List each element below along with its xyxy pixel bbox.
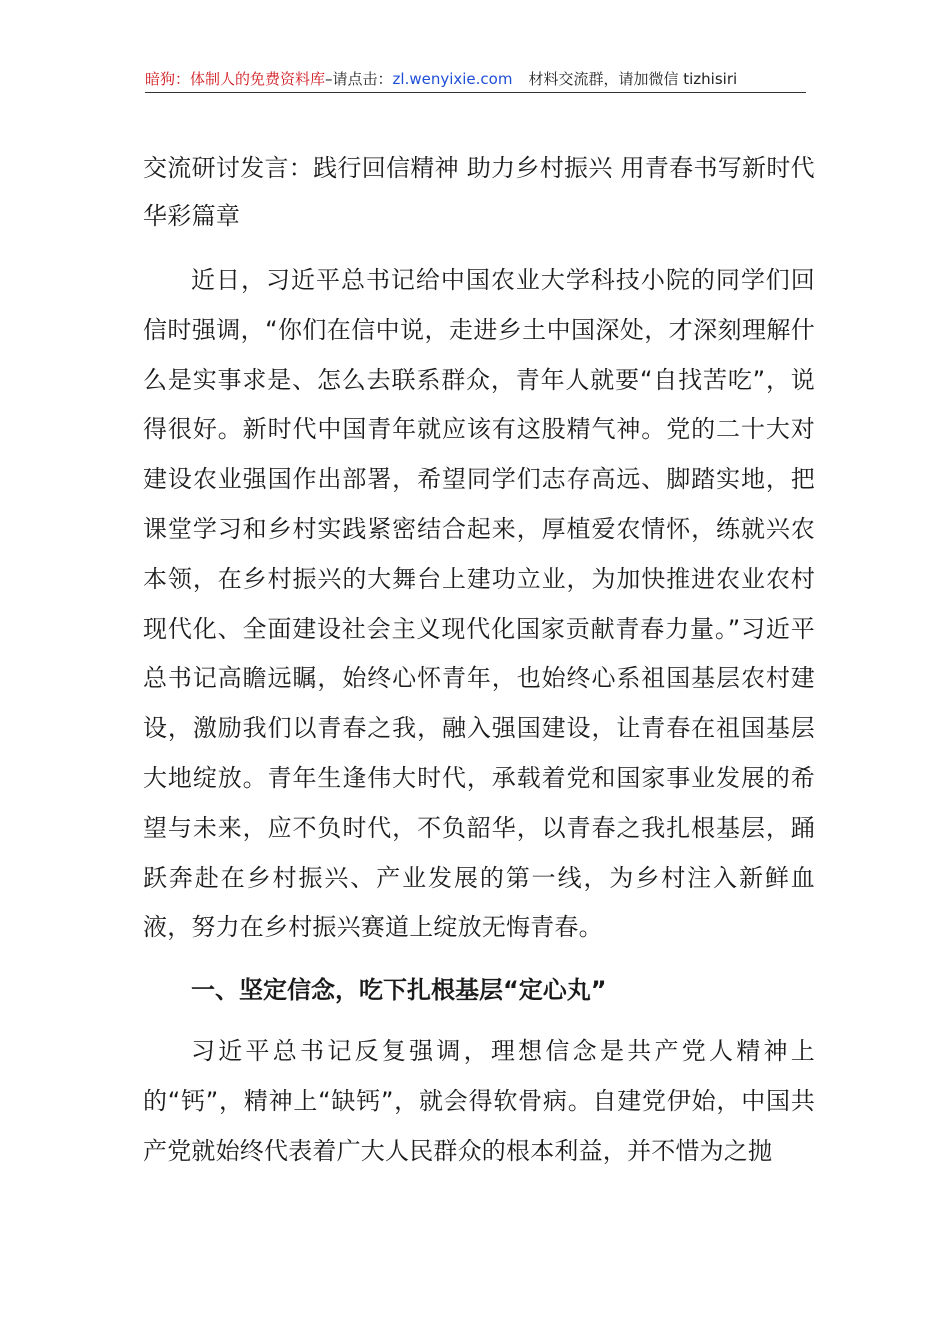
page-header bbox=[145, 66, 806, 93]
header-prompt: –请点击： bbox=[325, 70, 393, 88]
paragraph-intro: 近日，习近平总书记给中国农业大学科技小院的同学们回信时强调，“你们在信中说，走进乡土中国深处，才深刻理解什么是实事求是、怎么去联系群众，青年人就要“自找苦吃”，说得很好。新时代中国青年就应该有这股精气神。党的二十大对建设农业强国作出部署，希望同学们志存高远、脚踏实地，把课堂学习和乡村实践紧密结合起来，厚植爱农情怀，练就兴农本领，在乡村振兴的大舞台上建功立业，为加快推进农业农村现代化、全面建设社会主义现代化国家贡献青春力量。”习近平总书记高瞻远瞩，始终心怀青年，也始终心系祖国基层农村建设，激励我们以青春之我，融入强国建设，让青春在祖国基层大地绽放。青年生逢伟大时代，承载着党和国家事业发展的希望与未来，应不负时代，不负韶华，以青春之我扎根基层，踊跃奔赴在乡村振兴、产业发展的第一线，为乡村注入新鲜血液，努力在乡村振兴赛道上绽放无悔青春。 bbox=[143, 266, 815, 942]
section-heading-1: 一、坚定信念，吃下扎根基层“定心丸” bbox=[191, 976, 607, 1005]
header-url-link[interactable]: zl.wenyixie.com bbox=[392, 70, 513, 88]
paragraph-section-1: 习近平总书记反复强调，理想信念是共产党人精神上的“钙”，精神上“缺钙”，就会得软骨病。自建党伊始，中国共产党就始终代表着广大人民群众的根本利益，并不惜为之抛 bbox=[143, 1037, 815, 1165]
document-title: 交流研讨发言：践行回信精神 助力乡村振兴 用青春书写新时代华彩篇章 bbox=[143, 154, 815, 230]
header-wechat-note: 材料交流群，请加微信 tizhisiri bbox=[528, 70, 738, 88]
header-brand: 暗狗：体制人的免费资料库 bbox=[145, 70, 326, 88]
document-body bbox=[143, 144, 815, 1177]
